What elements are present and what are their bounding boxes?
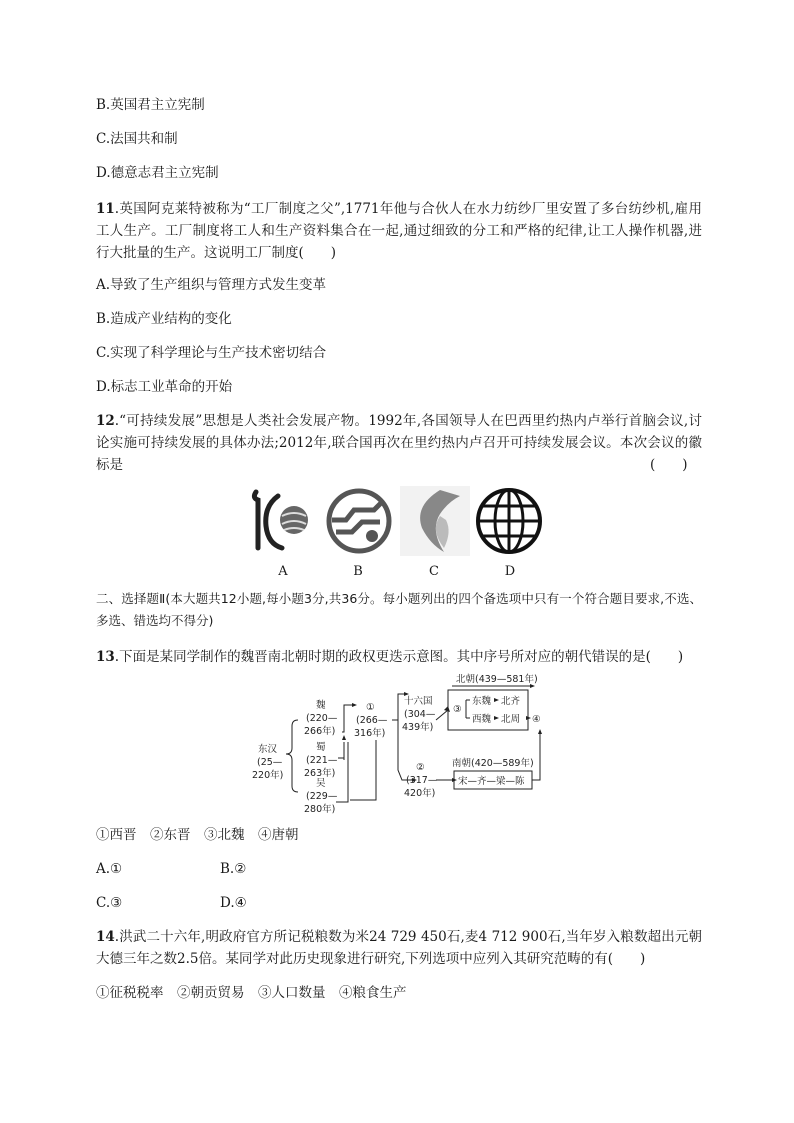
q11-option-d: D.标志工业革命的开始 — [96, 379, 233, 395]
label-dongwei: 东魏 — [472, 696, 492, 707]
q13-option-d: D.④ — [220, 895, 247, 911]
q11-option-b: B.造成产业结构的变化 — [96, 311, 232, 327]
label-m4: ④ — [532, 714, 541, 725]
q14-items: ①征税税率 ②朝贡贸易 ③人口数量 ④粮食生产 — [96, 985, 407, 1001]
q12-number: 12 — [96, 413, 115, 429]
label-m1-2: (266— — [356, 715, 388, 726]
label-shu-3: 263年) — [304, 768, 336, 779]
label-wu-1: 吴 — [316, 778, 326, 789]
label-m2-2: (317— — [406, 775, 438, 786]
label-wei-1: 魏 — [316, 700, 326, 711]
label-m3: ③ — [453, 704, 462, 715]
label-beizhou: 北周 — [501, 714, 521, 725]
label-shiliuguo-2: (304— — [404, 709, 436, 720]
q13-option-c: C.③ — [96, 895, 123, 911]
logo-label-d: D — [504, 564, 516, 579]
q13-option-a: A.① — [96, 861, 123, 877]
label-donghan-2: (25— — [257, 757, 283, 768]
label-wu-3: 280年) — [304, 804, 336, 815]
logo-label-c: C — [429, 564, 439, 579]
label-wei-2: (220— — [306, 713, 338, 724]
label-donghan-3: 220年) — [252, 770, 284, 781]
label-beiqi: 北齐 — [501, 696, 521, 707]
q11-stem-text: .英国阿克莱特被称为“工厂制度之父”,1771年他与合伙人在水力纺纱厂里安置了多台纺纱机,雇用工人生产。工厂制度将工人和生产资料集合在一起,通过细致的分工和严格的纪律,让工人操作机器,进行大批量的生产。这说明工厂制度( ) — [96, 201, 702, 261]
label-wei-3: 266年) — [304, 726, 336, 737]
q13-items: ①西晋 ②东晋 ③北魏 ④唐朝 — [96, 827, 299, 843]
label-shiliuguo-1: 十六国 — [404, 696, 433, 707]
label-beichao: 北朝(439—581年) — [456, 674, 538, 685]
section-2-heading: 二、选择题Ⅱ(本大题共12小题,每小题3分,共36分。每小题列出的四个备选项中只有一个符合题目要求,不选、多选、错选均不得分) — [96, 591, 702, 628]
label-nanchao-seq: 宋—齐—梁—陈 — [458, 776, 525, 787]
q12-answer-paren: ( ) — [650, 457, 688, 473]
label-shu-1: 蜀 — [316, 742, 326, 753]
label-nanchao: 南朝(420—589年) — [452, 758, 534, 769]
label-m1-1: ① — [366, 702, 375, 713]
q14-stem — [96, 926, 702, 970]
q14-stem-text: .洪武二十六年,明政府官方所记税粮数为米24 729 450石,麦4 712 900石,当年岁入粮数超出元朝大德三年之数2.5倍。某同学对此历史现象进行研究,下列选项中应列入其研究范畴的有( ) — [96, 929, 702, 967]
label-m1-3: 316年) — [354, 728, 386, 739]
logo-label-b: B — [353, 564, 363, 579]
label-xiwei: 西魏 — [472, 714, 492, 725]
q12-stem-text: .“可持续发展”思想是人类社会发展产物。1992年,各国领导人在巴西里约热内卢举行首脑会议,讨论实施可持续发展的具体办法;2012年,联合国再次在里约热内卢召开可持续发展会议。本次会议的徽标是 — [96, 413, 702, 473]
q14-number: 14 — [96, 929, 115, 945]
q10-option-c: C.法国共和制 — [96, 131, 178, 147]
label-wu-2: (229— — [306, 791, 338, 802]
logo-label-a: A — [278, 564, 288, 579]
q10-option-d: D.德意志君主立宪制 — [96, 165, 219, 181]
label-shu-2: (221— — [306, 755, 338, 766]
label-shiliuguo-3: 439年) — [402, 722, 434, 733]
q11-number: 11 — [96, 201, 115, 217]
q13-number: 13 — [96, 649, 115, 665]
label-m2-1: ② — [416, 762, 425, 773]
label-m2-3: 420年) — [404, 788, 436, 799]
q11-option-c: C.实现了科学理论与生产技术密切结合 — [96, 345, 327, 361]
q11-option-a: A.导致了生产组织与管理方式发生变革 — [96, 277, 327, 293]
q13-option-b: B.② — [220, 861, 247, 877]
q10-option-b: B.英国君主立宪制 — [96, 97, 205, 113]
q13-stem-text: .下面是某同学制作的魏晋南北朝时期的政权更迭示意图。其中序号所对应的朝代错误的是( ) — [114, 649, 684, 665]
label-donghan-1: 东汉 — [258, 744, 278, 755]
